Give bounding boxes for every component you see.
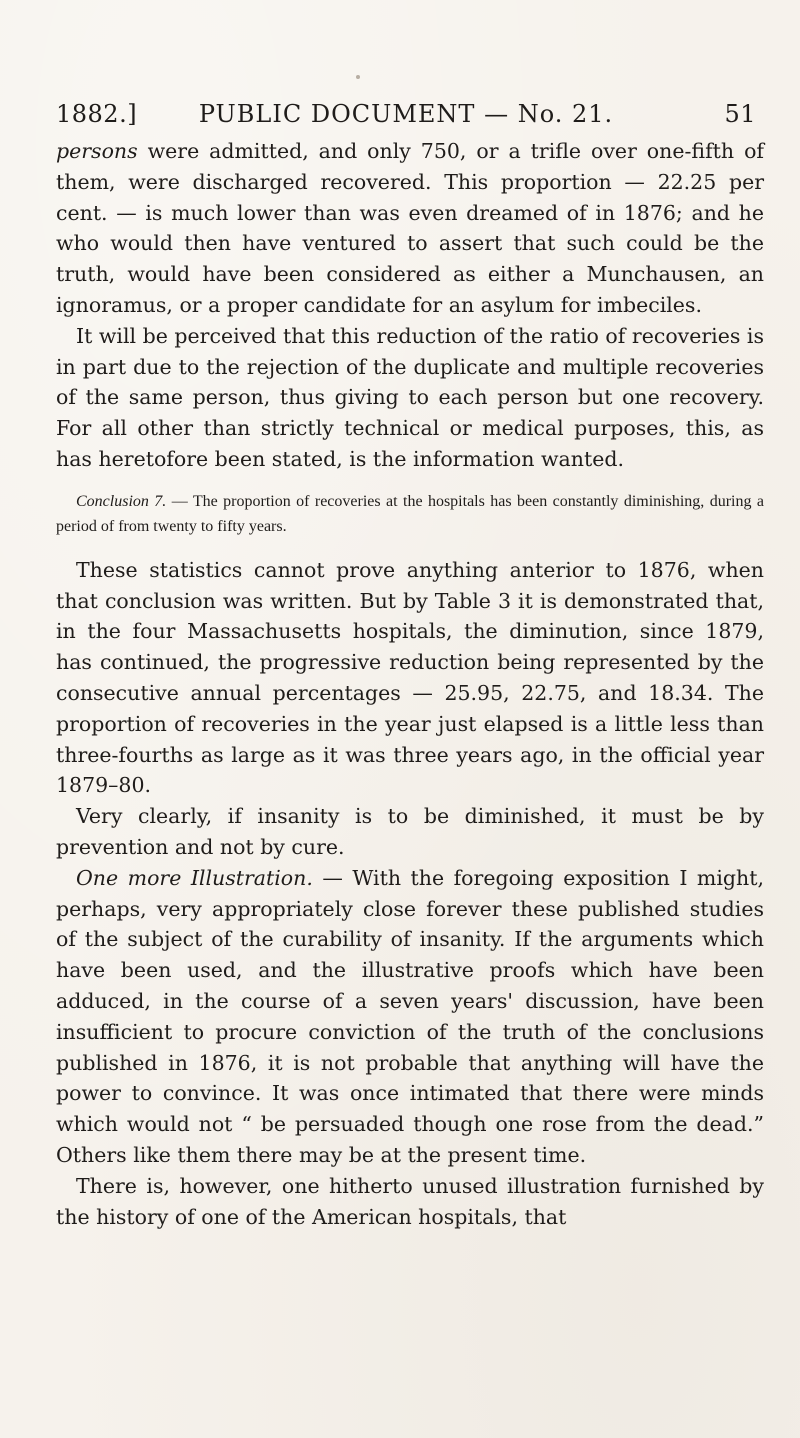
paragraph-1-lead: persons bbox=[56, 139, 138, 163]
header-title: PUBLIC DOCUMENT — No. 21. bbox=[198, 100, 614, 128]
paragraph-4: Very clearly, if insanity is to be diminished, it must be by prevention and not by cure. bbox=[56, 804, 764, 859]
paragraph-1-text: were admitted, and only 750, or a trifle over one-fifth of them, were discharged recovered. This proportion — 22.25 per cent. — is much lower than was even dreamed of in 1876; and he who would then have ventured to assert that such could be the truth, would have been considered as either a Munchausen, an ignoramus, or a proper candidate for an asylum for imbeciles. bbox=[56, 139, 764, 317]
conclusion-text: — The proportion of recoveries at the hospitals has been constantly diminishing, during a period of from twenty to fifty years. bbox=[56, 492, 764, 535]
header-year: 1882.] bbox=[56, 100, 138, 128]
paper-speck bbox=[356, 75, 360, 79]
body-text bbox=[56, 136, 764, 1232]
paragraph-6: There is, however, one hitherto unused illustration furnished by the history of one of the American hospitals, that bbox=[56, 1173, 764, 1229]
paragraph-3: These statistics cannot prove anything anterior to 1876, when that conclusion was written. But by Table 3 it is demonstrated that, in the four Massachusetts hospitals, the diminution, since 1879, has continued, the progressive reduction being represented by the consecutive annual percentages — 25.95, 22.75, and 18.34. The proportion of recoveries in the year just elapsed is a little less than three-fourths as large as it was three years ago, in the official year 1879–80. bbox=[56, 557, 764, 798]
conclusion-label: Conclusion 7. bbox=[76, 492, 167, 510]
paragraph-5-text: — With the foregoing exposition I might, perhaps, very appropriately close forever these published studies of the subject of the curability of insanity. If the arguments which have been used, and the illustrative proofs which have been adduced, in the course of a seven years' discussion, have been insufficient to procure conviction of the truth of the conclusions published in 1876, it is not probable that anything will have the power to convince. It was once intimated that there were minds which would not “ be persuaded though one rose from the dead.” Others like them there may be at the present time. bbox=[56, 865, 764, 1167]
paragraph-2: It will be perceived that this reduction of the ratio of recoveries is in part due to the rejection of the duplicate and multiple recoveries of the same person, thus giving to each person but one recovery. For all other than strictly technical or medical purposes, this, as has heretofore been stated, is the information wanted. bbox=[56, 323, 764, 471]
paragraph-5 bbox=[56, 863, 764, 1171]
paragraph-1 bbox=[56, 136, 764, 321]
page-number: 51 bbox=[724, 100, 756, 128]
running-header bbox=[56, 100, 756, 140]
conclusion-note bbox=[56, 489, 764, 539]
section-heading-one-more-illustration: One more Illustration. bbox=[76, 865, 313, 890]
